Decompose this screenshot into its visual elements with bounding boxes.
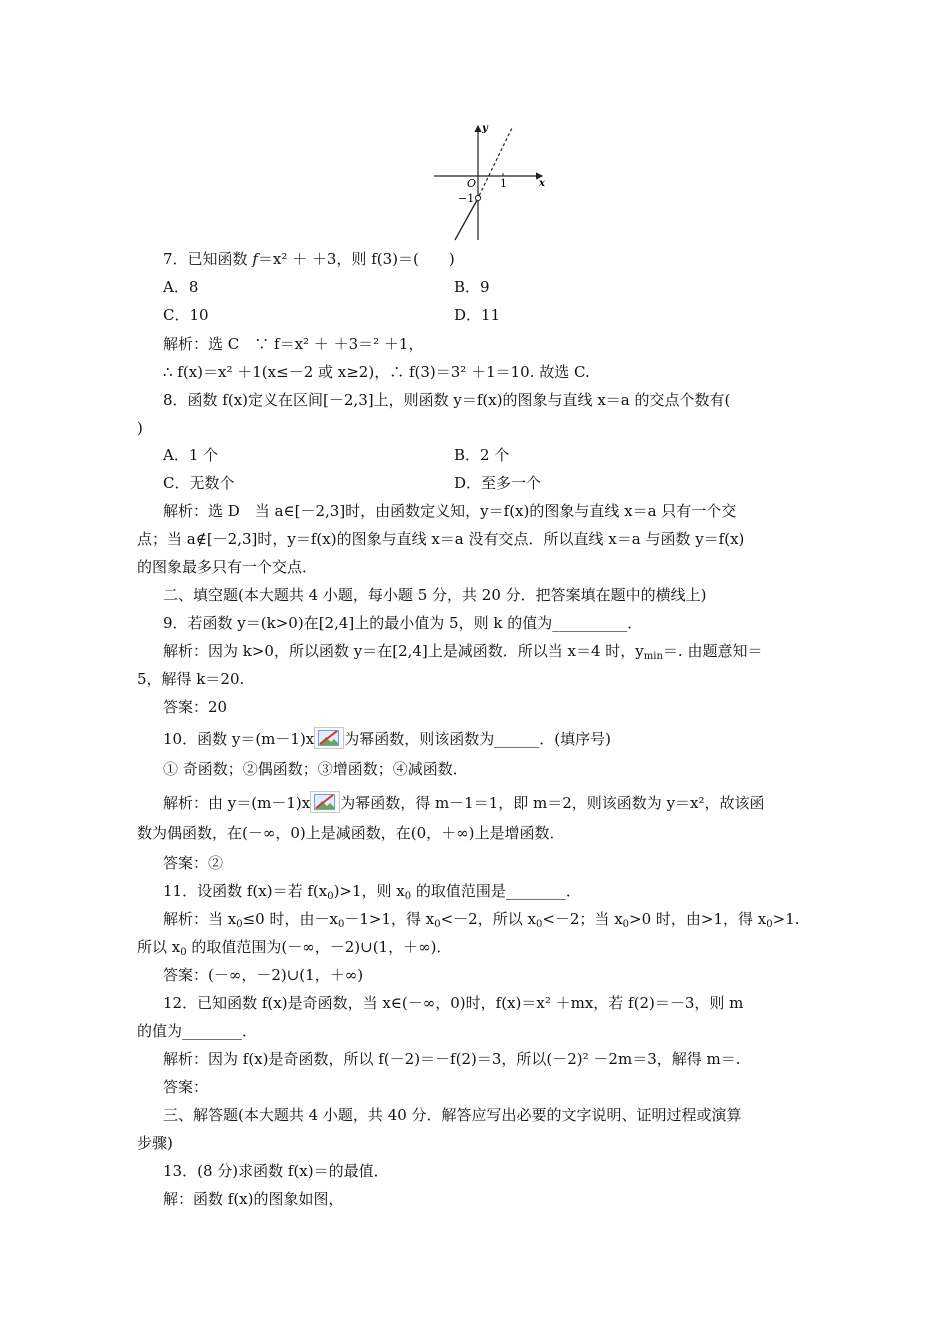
q7-text-b: f — [252, 250, 258, 268]
q8-stem-1: 8．函数 f(x)定义在区间[－2,3]上，则函数 y＝f(x)的图象与直线 x＝a 的交点个数有( — [163, 391, 731, 409]
q7-option-b: B．9 — [454, 278, 490, 296]
s: 0 — [404, 891, 412, 902]
q12-answer: 答案： — [163, 1078, 209, 1096]
q11-analysis-2 — [137, 937, 451, 963]
q10-text-a: 10．函数 y＝(m－1)x — [163, 730, 315, 748]
q8-analysis-2: 点；当 a∉[－2,3]时，y＝f(x)的图象与直线 x＝a 没有交点．所以直线 x＝a 与函数 y＝f(x) — [137, 530, 745, 548]
s: 0 — [766, 919, 773, 930]
t: ≤0 时，由－x — [242, 910, 338, 928]
section-3-heading-1: 三、解答题(本大题共 4 小题，共 40 分．解答应写出必要的文字说明、证明过程或演算 — [163, 1106, 742, 1124]
q11-stem — [163, 881, 581, 907]
dashed-line — [479, 128, 512, 196]
q12-stem-1: 12．已知函数 f(x)是奇函数，当 x∈(－∞，0)时，f(x)＝x² ＋mx，若 f(2)＝－3，则 m — [163, 994, 744, 1012]
q9-answer: 答案：20 — [163, 698, 228, 716]
origin-label: O — [467, 177, 477, 190]
s: 0 — [236, 919, 243, 930]
q10-analysis-1 — [163, 791, 765, 813]
q8-option-b: B．2 个 — [454, 446, 510, 464]
t: >0 时，由>1，得 x — [629, 910, 767, 928]
q11-answer: 答案：(－∞，－2)∪(1，＋∞) — [163, 966, 364, 984]
tick-label-neg1: −1 — [458, 192, 475, 205]
q10-analysis-text-b: 为幂函数，得 m－1＝1，即 m＝2，则该函数为 y＝x²，故该函 — [340, 794, 765, 812]
tick-label-1: 1 — [500, 177, 507, 190]
t: 所以 x — [137, 938, 181, 956]
t: 11．设函数 f(x)＝若 f(x — [163, 882, 328, 900]
graph-svg — [428, 120, 558, 245]
q9-stem: 9．若函数 y＝(k>0)在[2,4]上的最小值为 5，则 k 的值为__________． — [163, 614, 643, 632]
q8-option-a: A．1 个 — [163, 446, 219, 464]
y-axis-label: y — [482, 123, 488, 134]
q9-analysis-2: 5，解得 k＝20. — [137, 670, 245, 688]
q10-analysis-2: 数为偶函数，在(－∞，0)上是减函数，在(0，＋∞)上是增函数． — [137, 824, 565, 842]
q8-option-c: C．无数个 — [163, 474, 235, 492]
q7-stem — [163, 249, 455, 269]
t: 解析：当 x — [163, 910, 237, 928]
t: －1>1，得 x — [344, 910, 435, 928]
q8-option-d: D．至多一个 — [454, 474, 542, 492]
s: 0 — [337, 919, 345, 930]
s: 0 — [327, 891, 334, 902]
q11-analysis-1 — [163, 909, 800, 935]
q10-answer: 答案：② — [163, 854, 224, 872]
q13-solution: 解：函数 f(x)的图象如图， — [163, 1190, 344, 1208]
q7-analysis-1: 解析：选 C ∵ f＝x² ＋ ＋3＝² ＋1， — [163, 335, 424, 353]
s: 0 — [535, 919, 543, 930]
s: 0 — [180, 947, 187, 958]
s: 0 — [622, 919, 630, 930]
q13-stem: 13．(8 分)求函数 f(x)＝的最值． — [163, 1162, 389, 1180]
t: 的取值范围是________． — [411, 882, 581, 900]
t: )>1，则 x — [333, 882, 405, 900]
q10-choices: ① 奇函数；②偶函数；③增函数；④减函数． — [163, 760, 468, 778]
s: 0 — [434, 919, 441, 930]
q7-text-c: ＝x² ＋ ＋3，则 f(3)＝( ) — [257, 250, 455, 268]
q7-option-c: C．10 — [163, 306, 209, 324]
q12-stem-2: 的值为________． — [137, 1022, 258, 1040]
q8-analysis-3: 的图象最多只有一个交点． — [137, 558, 318, 576]
q7-option-a: A．8 — [163, 278, 199, 296]
broken-image-icon — [314, 727, 344, 749]
section-3-heading-2: 步骤) — [137, 1134, 173, 1152]
t: <－2，所以 x — [440, 910, 536, 928]
function-graph — [428, 120, 558, 249]
q9-analysis-text: 解析：因为 k>0，所以函数 y＝在[2,4]上是减函数．所以当 x＝4 时，y — [163, 642, 644, 660]
q10-analysis-text-a: 解析：由 y＝(m－1)x — [163, 794, 311, 812]
q7-option-d: D．11 — [454, 306, 501, 324]
open-point — [475, 195, 480, 200]
q9-analysis-text-2: ＝. 由题意知＝ — [662, 642, 763, 660]
q8-analysis-1: 解析：选 D 当 a∈[－2,3]时，由函数定义知，y＝f(x)的图象与直线 x＝a 只有一个交 — [163, 502, 737, 520]
solid-line — [455, 201, 477, 241]
q12-analysis: 解析：因为 f(x)是奇函数，所以 f(－2)＝－f(2)＝3，所以(－2)² －2m＝3，解得 m＝. — [163, 1050, 741, 1068]
section-2-heading: 二、填空题(本大题共 4 小题，每小题 5 分，共 20 分．把答案填在题中的横线上) — [163, 586, 707, 604]
q8-stem-2: ) — [137, 419, 143, 437]
q10-text-b: 为幂函数，则该函数为______．(填序号) — [344, 730, 611, 748]
t: >1. — [772, 910, 800, 928]
q9-min-subscript: min — [643, 651, 663, 662]
q7-analysis-2: ∴ f(x)＝x² ＋1(x≤－2 或 x≥2)，∴ f(3)＝3² ＋1＝10. 故选 C. — [163, 363, 590, 381]
q10-stem — [163, 727, 611, 749]
q7-text-a: 7．已知函数 — [163, 250, 253, 268]
x-axis-label: x — [539, 178, 545, 189]
t: <－2；当 x — [542, 910, 623, 928]
broken-image-icon — [310, 791, 340, 813]
t: 的取值范围为(－∞，－2)∪(1，＋∞)． — [186, 938, 452, 956]
q9-analysis-1 — [163, 641, 762, 667]
